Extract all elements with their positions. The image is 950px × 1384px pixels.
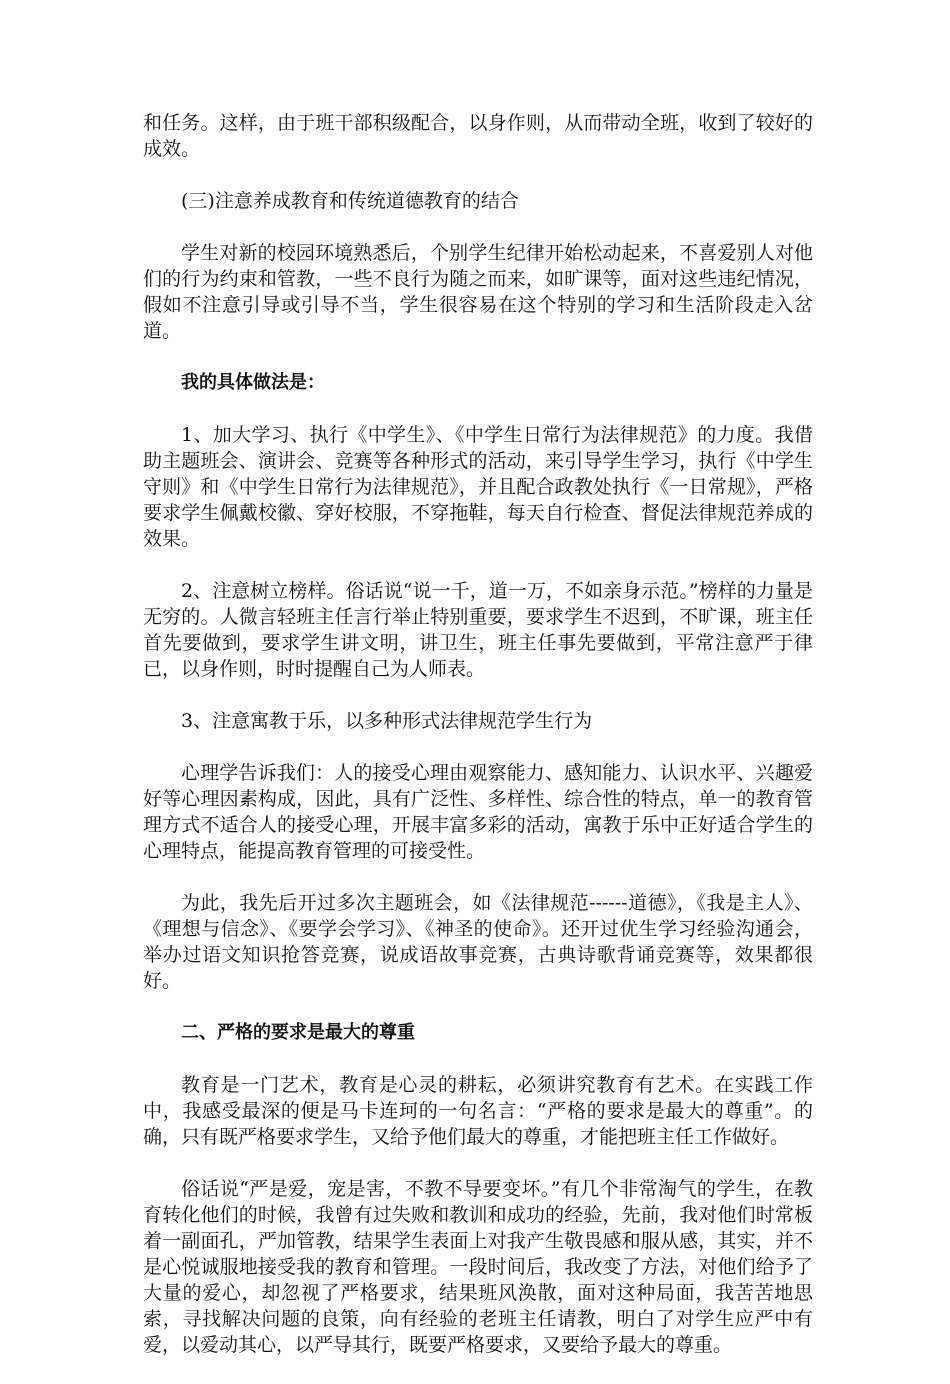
bold-heading-methods: 我的具体做法是： [181, 372, 325, 393]
paragraph-3: 学生对新的校园环境熟悉后，个别学生纪律开始松动起来，不喜爱别人对他们的行为约束和管教，一些不良行为随之而来，如旷课等，面对这些违纪情况，假如不注意引导或引导不当，学生很容易在这个特别的学习和生活阶段走入岔道。 [143, 242, 813, 342]
paragraph-class-meetings: 为此，我先后开过多次主题班会，如《法律规范------道德》，《我是主人》、《理想与信念》、《要学会学习》、《神圣的使命》。还开过优生学习经验沟通会，举办过语文知识抢答竞赛，说成语故事竞赛，古典诗歌背诵竞赛等，效果都很好。 [143, 892, 813, 992]
section-subheading-3: (三)注意养成教育和传统道德教育的结合 [181, 190, 519, 212]
paragraph-education-art: 教育是一门艺术，教育是心灵的耕耘，必须讲究教育有艺术。在实践工作中，我感受最深的便是马卡连珂的一句名言：“严格的要求是最大的尊重”。的确，只有既严格要求学生，又给予他们最大的尊重，才能把班主任工作做好。 [143, 1074, 813, 1148]
paragraph-1: 和任务。这样，由于班干部积级配合，以身作则，从而带动全班，收到了较好的成效。 [143, 112, 813, 160]
paragraph-strict-love: 俗话说“严是爱，宠是害，不教不导要变坏。”有几个非常淘气的学生，在教育转化他们的时候，我曾有过失败和教训和成功的经验，先前，我对他们时常板着一副面孔，严加管教，结果学生表面上对我产生敬畏感和服从感，其实，并不是心悦诚服地接受我的教育和管理。一段时间后，我改变了方法，对他们给予了大量的爱心，却忽视了严格要求，结果班风涣散，面对这种局面，我苦苦地思索，寻找解决问题的良策，向有经验的老班主任请教，明白了对学生应严中有爱，以爱动其心，以严导其行，既要严格要求，又要给予最大的尊重。 [143, 1178, 813, 1356]
paragraph-item-3: 3、注意寓教于乐，以多种形式法律规范学生行为 [181, 710, 593, 732]
paragraph-item-1: 1、加大学习、执行《中学生》、《中学生日常行为法律规范》的力度。我借助主题班会、演讲会、竞赛等各种形式的活动，来引导学生学习，执行《中学生守则》和《中学生日常行为法律规范》，并且配合政教处执行《一日常规》，严格要求学生佩戴校徽、穿好校服，不穿拖鞋，每天自行检查、督促法律规范养成的效果。 [143, 424, 813, 550]
document-body [143, 110, 813, 1384]
bold-heading-section-2: 二、严格的要求是最大的尊重 [181, 1022, 415, 1043]
paragraph-item-2: 2、注意树立榜样。俗话说“说一千，道一万，不如亲身示范。”榜样的力量是无穷的。人微言轻班主任言行举止特别重要，要求学生不迟到，不旷课，班主任首先要做到，要求学生讲文明，讲卫生，班主任事先要做到，平常注意严于律已，以身作则，时时提醒自己为人师表。 [143, 580, 813, 680]
paragraph-psychology: 心理学告诉我们：人的接受心理由观察能力、感知能力、认识水平、兴趣爱好等心理因素构成，因此，具有广泛性、多样性、综合性的特点，单一的教育管理方式不适合人的接受心理，开展丰富多彩的活动，寓教于乐中正好适合学生的心理特点，能提高教育管理的可接受性。 [143, 762, 813, 862]
